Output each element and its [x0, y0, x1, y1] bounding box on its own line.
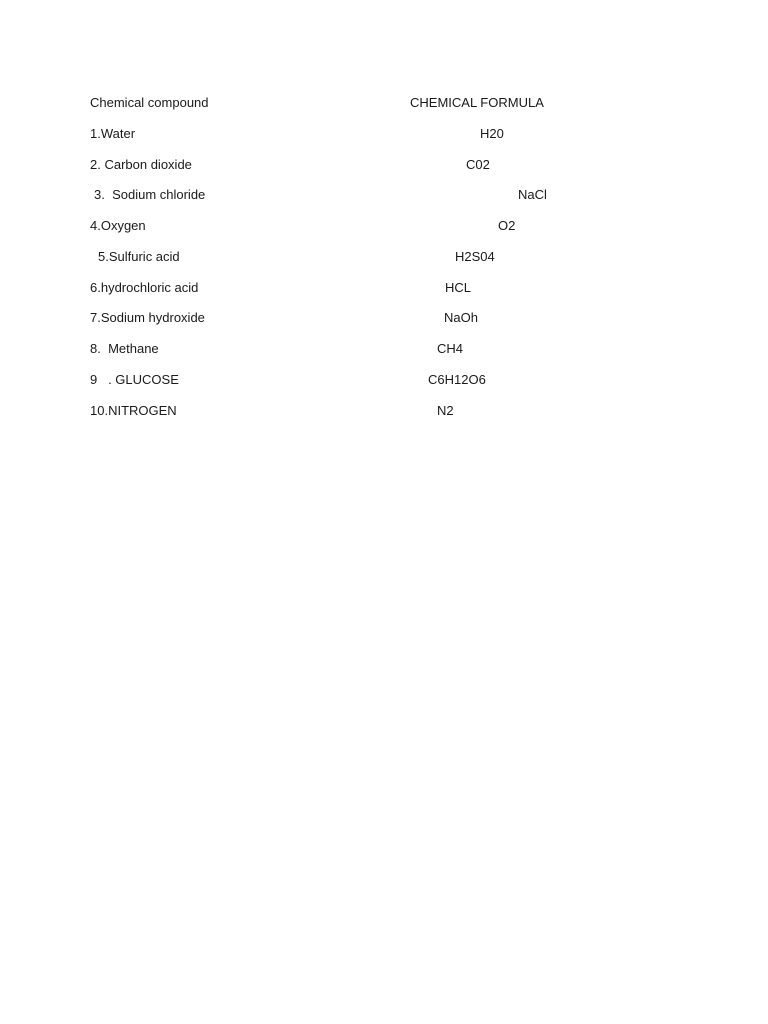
formula-10: N2 — [437, 403, 454, 418]
compound-2: 2. Carbon dioxide — [90, 157, 192, 172]
formula-5: H2S04 — [455, 249, 495, 264]
formula-1: H20 — [480, 126, 504, 141]
formula-4: O2 — [498, 218, 516, 233]
formula-6: HCL — [445, 280, 472, 295]
compound-5: 5.Sulfuric acid — [98, 249, 180, 264]
formula-3: NaCl — [518, 187, 547, 202]
formula-7: NaOh — [444, 310, 478, 325]
formula-9: C6H12O6 — [428, 372, 486, 387]
header-formula: CHEMICAL FORMULA — [410, 95, 544, 110]
header-compound: Chemical compound — [90, 95, 209, 110]
compound-4: 4.Oxygen — [90, 218, 146, 233]
compound-6: 6.hydrochloric acid — [90, 280, 199, 295]
compound-10: 10.NITROGEN — [90, 403, 177, 418]
formula-8: CH4 — [437, 341, 464, 356]
formula-2: C02 — [466, 157, 490, 172]
compound-7: 7.Sodium hydroxide — [90, 310, 205, 325]
compound-1: 1.Water — [90, 126, 136, 141]
compound-3: 3. Sodium chloride — [94, 187, 206, 202]
compound-8: 8. Methane — [90, 341, 159, 356]
compound-9: 9 . GLUCOSE — [90, 372, 179, 387]
